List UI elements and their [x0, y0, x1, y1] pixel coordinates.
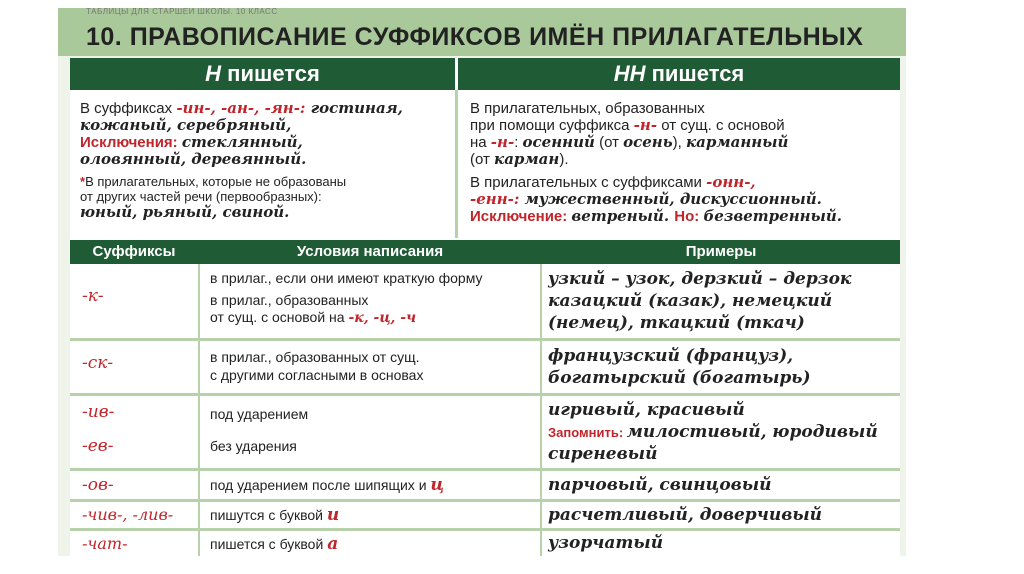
n-line-7: юный, рьяный, свиной. [80, 203, 290, 221]
example-text: Запомнить: милостивый, юродивый [548, 422, 878, 442]
suffix-text: -чат- [82, 534, 128, 553]
condition-text: от сущ. с основой на -к, -ц, -ч [210, 309, 417, 326]
suffix-text: -ив- [82, 402, 115, 422]
nn-line-4: (от карман). [470, 150, 569, 168]
example-text: узорчатый [548, 533, 664, 553]
suffix-text: -ев- [82, 436, 114, 456]
table-row [70, 531, 900, 556]
col-examples-header: Примеры [685, 243, 757, 260]
nn-line-3: на -н-: осенний (от осень), карманный [470, 133, 789, 151]
example-text: богатырский (богатырь) [548, 368, 811, 388]
table-row [70, 396, 900, 468]
example-text: расчетливый, доверчивый [548, 505, 823, 525]
nn-line-1: В прилагательных, образованных [470, 100, 705, 117]
col-condition-header: Условия написания [296, 243, 444, 260]
nn-rules-block [458, 90, 900, 238]
condition-text: в прилаг., образованных от сущ. [210, 349, 420, 365]
table-row [70, 502, 900, 528]
nn-header [458, 58, 900, 90]
table-row [70, 341, 900, 393]
title-bar [58, 18, 906, 56]
nn-line-6: -енн-: мужественный, дискуссионный. [470, 190, 822, 208]
n-line-1: В суффиксах -ин-, -ан-, -ян-: гостиная, [80, 99, 403, 117]
condition-text: пишутся с буквой и [210, 505, 340, 525]
condition-text: под ударением после шипящих и ц [210, 475, 445, 495]
nn-header-letter: НН [613, 61, 646, 86]
condition-text: в прилаг., если они имеют краткую форму [210, 270, 483, 286]
example-text: игривый, красивый [548, 400, 745, 420]
table-row [70, 264, 900, 338]
col-suffix-header: Суффиксы [92, 243, 176, 260]
nn-line-7: Исключение: ветреный. Но: безветренный. [470, 207, 842, 225]
condition-text: пишется с буквой а [210, 534, 339, 554]
n-line-2: кожаный, серебряный, [80, 116, 292, 134]
rules-poster [58, 8, 906, 556]
nn-line-2: при помощи суффикса -н- от сущ. с основой [470, 116, 785, 134]
n-header-letter: Н [205, 61, 222, 86]
example-text: парчовый, свинцовый [548, 475, 772, 495]
table-row [70, 471, 900, 499]
example-text: (немец), ткацкий (ткач) [548, 313, 805, 333]
table-header [70, 240, 900, 264]
content-frame [70, 58, 900, 556]
condition-text: под ударением [210, 406, 309, 422]
n-line-5: *В прилагательных, которые не образованы [80, 174, 347, 189]
n-line-6: от других частей речи (первообразных): [80, 189, 322, 204]
example-text: узкий – узок, дерзкий – дерзок [548, 269, 852, 289]
nn-line-5: В прилагательных с суффиксами -онн-, [470, 173, 756, 191]
condition-text: с другими согласными в основах [210, 367, 424, 383]
n-rules-block [70, 90, 455, 238]
suffix-text: -ов- [82, 475, 114, 495]
series-text: ТАБЛИЦЫ ДЛЯ СТАРШЕЙ ШКОЛЫ. 10 КЛАСС [86, 8, 278, 16]
n-header [70, 58, 455, 90]
example-text: казацкий (казак), немецкий [548, 291, 833, 311]
poster-series-label [58, 8, 906, 18]
page-title: 10. ПРАВОПИСАНИЕ СУФФИКСОВ ИМЁН ПРИЛАГАТЕЛЬНЫХ [86, 23, 864, 51]
n-line-3: Исключения: стеклянный, [80, 133, 303, 151]
suffix-text: -чив-, -лив- [82, 505, 174, 524]
suffix-text: -к- [82, 286, 104, 306]
condition-text: в прилаг., образованных [210, 292, 369, 308]
nn-header-rest: пишется [645, 61, 745, 86]
suffix-text: -ск- [82, 353, 114, 373]
n-header-rest: пишется [221, 61, 320, 86]
example-text: французский (француз), [548, 346, 794, 366]
condition-text: без ударения [210, 438, 297, 454]
example-text: сиреневый [548, 444, 658, 464]
n-line-4: оловянный, деревянный. [80, 150, 307, 168]
